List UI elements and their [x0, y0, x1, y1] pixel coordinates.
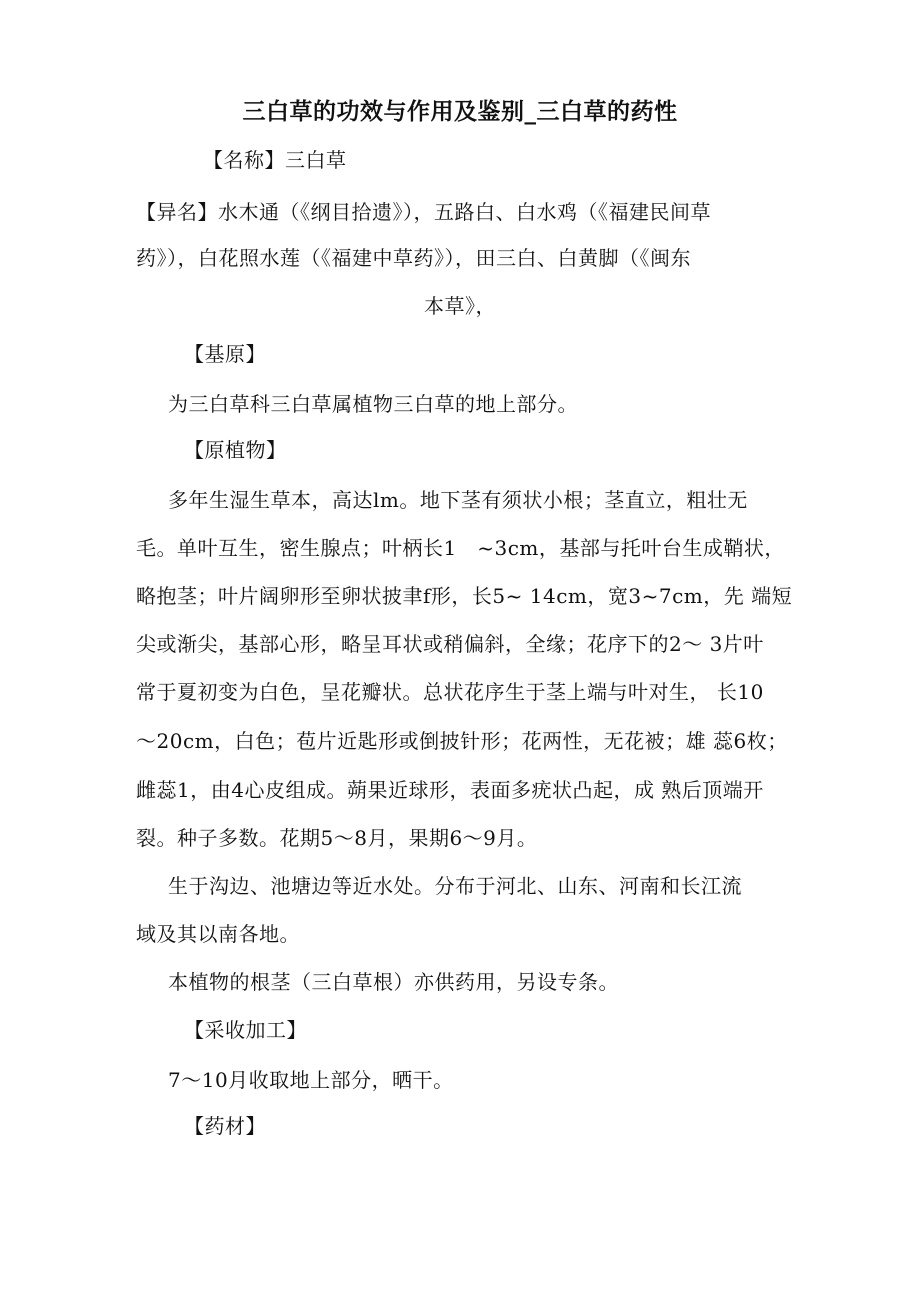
harvest-text: 7〜10月收取地上部分，晒干。	[168, 1068, 454, 1092]
plant-desc-line-2: 毛。单叶互生，密生腺点；叶柄长1 ~3cm，基部与托叶台生成鞘状，	[136, 536, 785, 560]
name-heading: 【名称】三白草	[203, 148, 347, 172]
habitat-line-1: 生于沟边、池塘边等近水处。分布于河北、山东、河南和长江流	[168, 874, 742, 898]
plant-heading: 【原植物】	[184, 438, 287, 462]
page-title: 三白草的功效与作用及鉴别_三白草的药性	[242, 99, 678, 125]
harvest-heading: 【采收加工】	[184, 1018, 307, 1042]
origin-text: 为三白草科三白草属植物三白草的地上部分。	[168, 392, 578, 416]
plant-desc-line-4: 尖或渐尖，基部心形，略呈耳状或稍偏斜，全缘；花序下的2〜 3片叶	[136, 632, 764, 656]
alias-line-1: 【异名】水木通（《纲目拾遗》），五路白、白水鸡（《福建民间草	[136, 200, 711, 224]
plant-desc-line-5: 常于夏初变为白色，呈花瓣状。总状花序生于茎上端与叶对生， 长10	[136, 680, 764, 704]
plant-desc-line-1: 多年生湿生草本，高达lm。地下茎有须状小根；茎直立，粗壮无	[168, 488, 748, 512]
plant-desc-line-8: 裂。种子多数。花期5〜8月，果期6〜9月。	[136, 826, 538, 850]
plant-desc-line-6: 〜20cm，白色；苞片近匙形或倒披针形；花两性，无花被；雄 蕊6枚；	[136, 729, 788, 753]
material-heading: 【药材】	[184, 1114, 266, 1138]
origin-heading: 【基原】	[184, 342, 266, 366]
habitat-line-2: 域及其以南各地。	[136, 922, 300, 946]
plant-desc-line-7: 雌蕊1，由4心皮组成。蒴果近球形，表面多疣状凸起，成 熟后顶端开	[136, 778, 764, 802]
rhizome-note: 本植物的根茎（三白草根）亦供药用，另设专条。	[168, 970, 619, 994]
alias-line-3: 本草》，	[424, 294, 496, 318]
alias-line-2: 药》），白花照水莲（《福建中草药》），田三白、白黄脚（《闽东	[136, 246, 691, 270]
plant-desc-line-3: 略抱茎；叶片阔卵形至卵状披聿f形，长5~ 14cm，宽3~7cm，先 端短	[136, 584, 793, 608]
